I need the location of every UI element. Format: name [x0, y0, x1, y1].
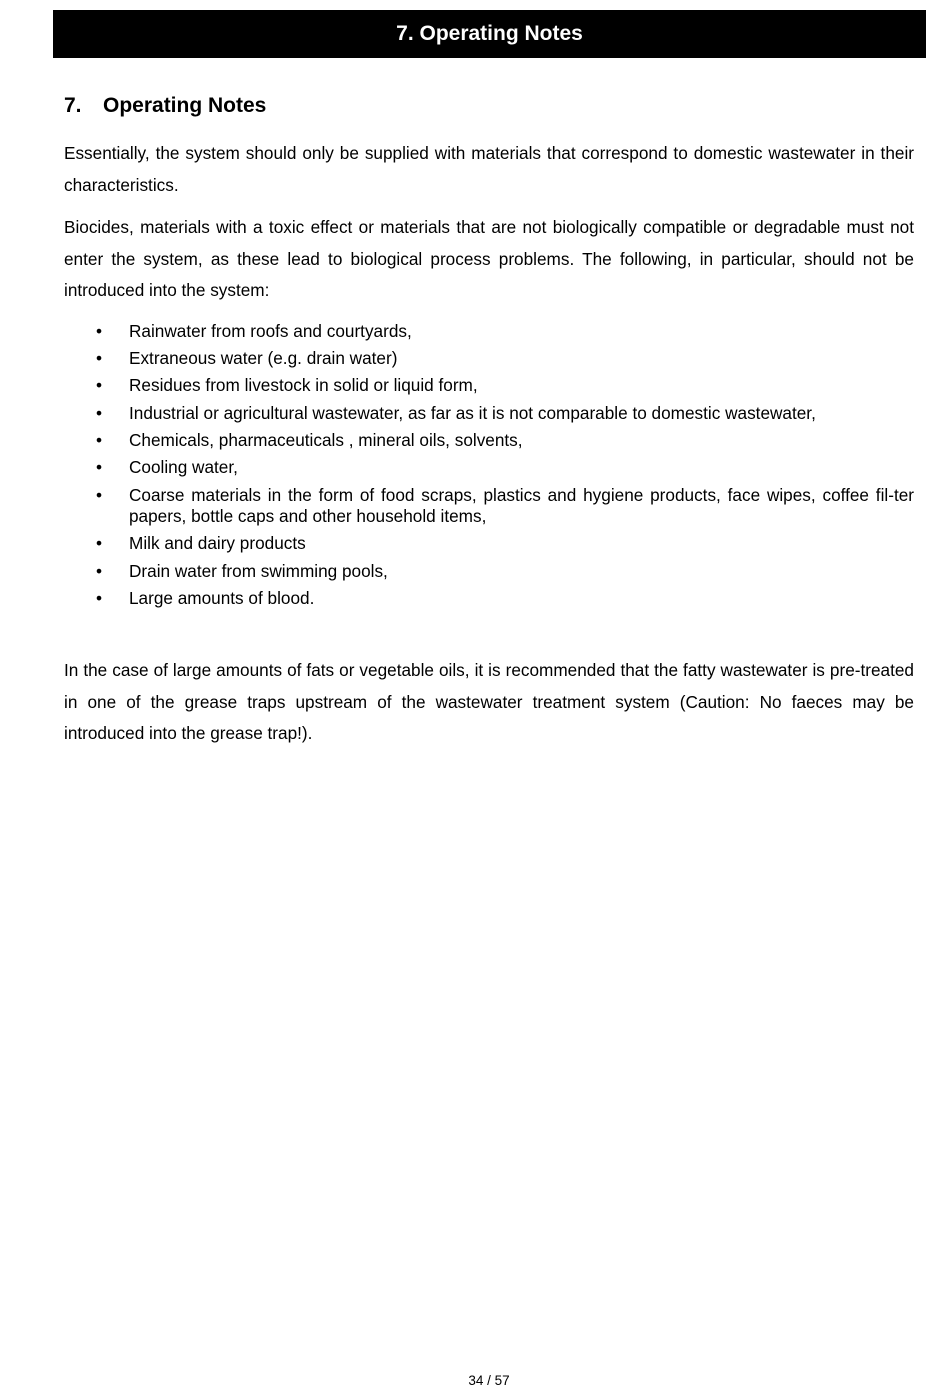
section-number: 7. [64, 94, 82, 117]
bullet-icon: • [96, 402, 103, 423]
page-header-title: 7. Operating Notes [396, 22, 583, 45]
list-item [64, 321, 914, 342]
bullet-icon: • [96, 320, 103, 341]
list-item [64, 348, 914, 369]
list-item [64, 561, 914, 582]
list-item-text: Chemicals, pharmaceuticals , mineral oils, solvents, [129, 430, 523, 451]
list-item-text: Residues from livestock in solid or liquid form, [129, 375, 478, 396]
list-item [64, 457, 914, 478]
document-body [64, 138, 914, 750]
list-item-text: Cooling water, [129, 457, 238, 478]
list-item-text: Large amounts of blood. [129, 588, 315, 609]
list-item [64, 485, 914, 527]
bullet-icon: • [96, 588, 103, 609]
bullet-icon: • [96, 457, 103, 478]
list-item [64, 430, 914, 451]
bullet-icon: • [96, 347, 103, 368]
bullet-icon: • [96, 533, 103, 554]
list-item [64, 403, 914, 424]
intro-paragraph: Essentially, the system should only be supplied with materials that correspond to domestic wastewater in their characteristics. [64, 143, 914, 195]
list-item-text: Milk and dairy products [129, 533, 306, 554]
list-item-text: Drain water from swimming pools, [129, 560, 388, 581]
list-item [64, 588, 914, 609]
list-item-text: Extraneous water (e.g. drain water) [129, 347, 398, 368]
bullet-icon: • [96, 484, 103, 505]
list-item [64, 533, 914, 554]
grease-trap-paragraph: In the case of large amounts of fats or vegetable oils, it is recommended that the fatty wastewater is pre-treated in one of the grease traps upstream of the wastewater treatment system (Caution: No faeces may be introduced into the grease trap!). [64, 660, 914, 744]
section-title: Operating Notes [103, 94, 267, 117]
prohibited-materials-list [64, 321, 914, 610]
restrictions-paragraph: Biocides, materials with a toxic effect or materials that are not biologically compatible or degradable must not enter the system, as these lead to biological process problems. The following, in particular, should not be introduced into the system: [64, 217, 914, 300]
page-number: 34 / 57 [468, 1373, 510, 1388]
list-item [64, 375, 914, 396]
list-item-text: Rainwater from roofs and courtyards, [129, 320, 412, 341]
page-header-bar [53, 10, 926, 58]
list-item-text: Coarse materials in the form of food scraps, plastics and hygiene products, face wipes, coffee fil-ter papers, bottle caps and other household items, [129, 484, 914, 526]
bullet-icon: • [96, 375, 103, 396]
section-heading [64, 94, 266, 118]
list-item-text: Industrial or agricultural wastewater, as far as it is not comparable to domestic wastewater, [129, 402, 816, 423]
bullet-icon: • [96, 430, 103, 451]
bullet-icon: • [96, 560, 103, 581]
